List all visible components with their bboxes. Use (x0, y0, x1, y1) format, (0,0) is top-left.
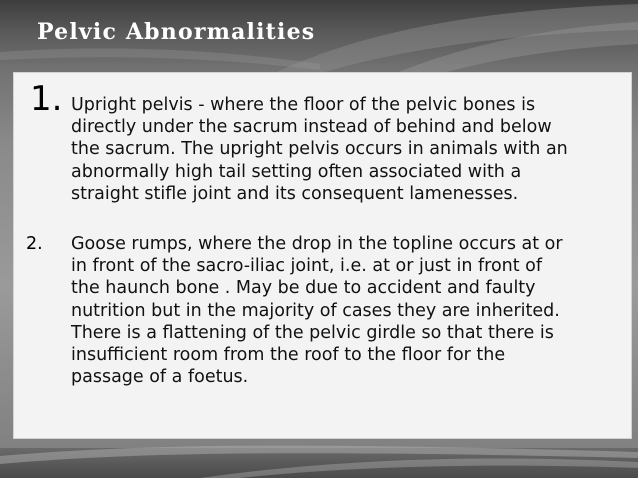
list-item-number: 1. (30, 79, 63, 119)
list-item-text: Goose rumps, where the drop in the topline occurs at or in front of the sacro-iliac joint, i.e. at or just in front of the haunch bone . May be due to accident and faulty nutrition but in the majority of cases they are inherited. There is a flattening of the pelvic girdle so that there is insufficient room from the roof to the floor for the passage of a foetus. (71, 234, 563, 388)
list-item-text: Upright pelvis - where the floor of the pelvic bones is directly under the sacrum instead of behind and below the sacrum. The upright pelvis occurs in animals with an abnormally high tail setting often associated with a straight stifle joint and its consequent lamenesses. (71, 95, 568, 204)
content-box (13, 72, 632, 439)
bottom-strip (0, 448, 638, 478)
list-item-number: 2. (26, 234, 43, 254)
slide-title: Pelvic Abnormalities (37, 19, 316, 45)
